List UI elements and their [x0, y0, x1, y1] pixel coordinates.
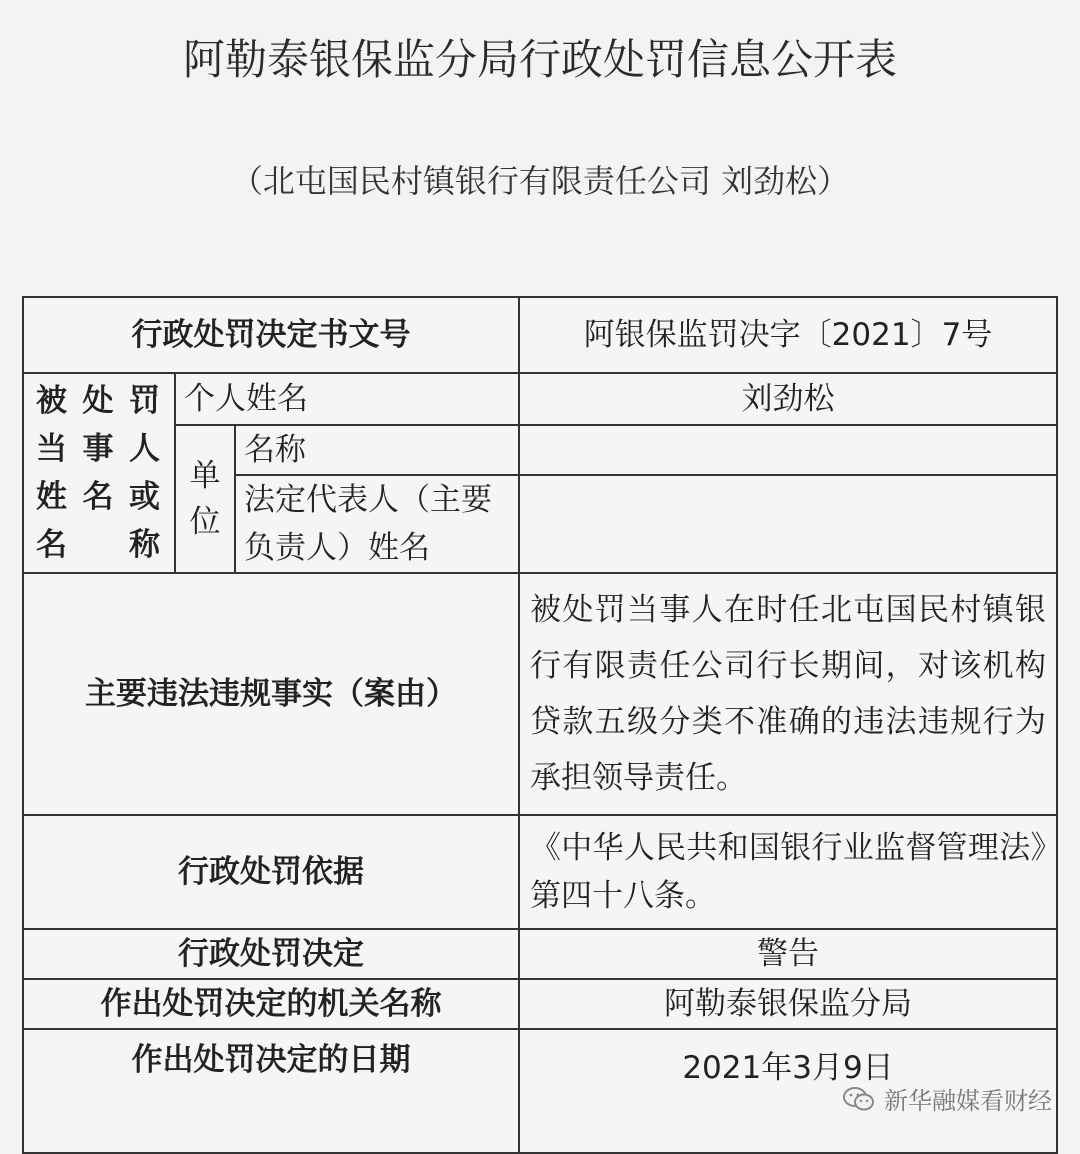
table-row: [23, 373, 1057, 425]
table-row: [23, 929, 1057, 979]
party-label: 被处罚当事人姓名或名称: [23, 373, 175, 573]
unit-name-label: 名称: [235, 425, 519, 475]
facts-value: 被处罚当事人在时任北屯国民村镇银行有限责任公司行长期间，对该机构贷款五级分类不准确的违法违规行为承担领导责任。: [519, 573, 1057, 815]
decision-value: 警告: [519, 929, 1057, 979]
unit-label: 单位: [175, 425, 235, 573]
page-subtitle: （北屯国民村镇银行有限责任公司 刘劲松）: [230, 162, 850, 200]
decision-label: 行政处罚决定: [23, 929, 519, 979]
table-row: [23, 425, 1057, 475]
doc-no-value: 阿银保监罚决字〔2021〕7号: [519, 297, 1057, 373]
table-row: [23, 815, 1057, 929]
wechat-icon: [842, 1086, 876, 1112]
facts-label: 主要违法违规事实（案由）: [23, 573, 519, 815]
authority-label: 作出处罚决定的机关名称: [23, 979, 519, 1029]
basis-value: 《中华人民共和国银行业监督管理法》第四十八条。: [519, 815, 1057, 929]
individual-name-value: 刘劲松: [519, 373, 1057, 425]
table-row: [23, 573, 1057, 815]
legal-rep-label: 法定代表人（主要负责人）姓名: [235, 475, 519, 573]
authority-value: 阿勒泰银保监分局: [519, 979, 1057, 1029]
table-row: [23, 979, 1057, 1029]
doc-no-label: 行政处罚决定书文号: [23, 297, 519, 373]
table-row: [23, 297, 1057, 373]
legal-rep-value: [519, 475, 1057, 573]
watermark: [842, 1081, 1052, 1116]
date-value: 2021年3月9日: [519, 1029, 1057, 1153]
date-label: 作出处罚决定的日期: [23, 1029, 519, 1153]
penalty-info-table: [22, 296, 1058, 1154]
individual-name-label: 个人姓名: [175, 373, 519, 425]
watermark-text: 新华融媒看财经: [884, 1087, 1052, 1115]
basis-label: 行政处罚依据: [23, 815, 519, 929]
unit-name-value: [519, 425, 1057, 475]
page-title: 阿勒泰银保监分局行政处罚信息公开表: [182, 35, 897, 84]
